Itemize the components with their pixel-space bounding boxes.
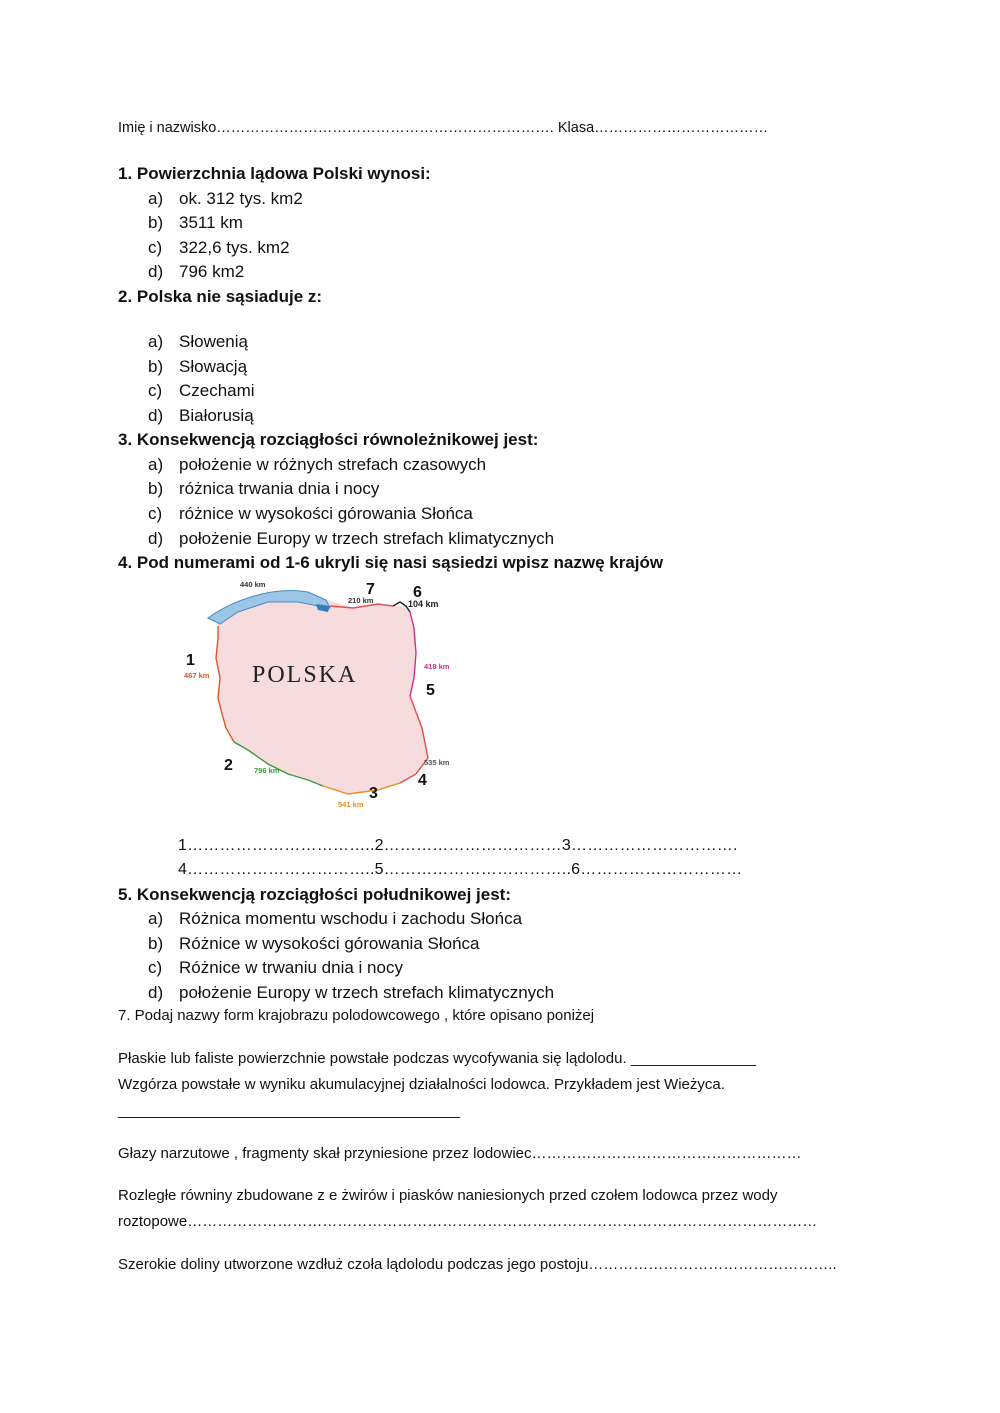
q5-option-b: b) Różnice w wysokości górowania Słońca <box>148 934 480 953</box>
q3-option-c: c) różnice w wysokości górowania Słońca <box>148 504 473 523</box>
q7-item-4: Rozległe równiny zbudowane z e żwirów i piasków naniesionych przed czołem lodowca przez wody <box>118 1187 778 1204</box>
question-5-title: 5. Konsekwencją rozciągłości południkowej jest: <box>118 885 511 904</box>
q7-item-4-cont: roztopowe……………………………………………………………………………………………………………… <box>118 1213 818 1230</box>
q3-option-b: b) różnica trwania dnia i nocy <box>148 479 380 498</box>
poland-land <box>216 595 428 794</box>
q1-option-a: a) ok. 312 tys. km2 <box>148 189 303 208</box>
name-class-line: Imię i nazwisko……………………………………………………………. Klasa……………………………… <box>118 120 769 136</box>
distance-slovakia: 541 km <box>338 800 364 809</box>
q5-option-a: a) Różnica momentu wschodu i zachodu Słońca <box>148 909 523 928</box>
q7-item-2: Wzgórza powstałe w wyniku akumulacyjnej działalności lodowca. Przykładem jest Wieżyca. <box>118 1076 725 1093</box>
poland-map <box>178 578 468 810</box>
answer-line-4-6[interactable]: 4……………………………..5……………………………..6………………………… <box>178 861 743 878</box>
q3-option-d: d) położenie Europy w trzech strefach klimatycznych <box>148 529 555 548</box>
distance-germany: 467 km <box>184 671 210 680</box>
map-number-7: 7 <box>366 581 375 598</box>
map-number-2: 2 <box>224 757 233 774</box>
question-1-title: 1. Powierzchnia lądowa Polski wynosi: <box>118 164 431 183</box>
q2-option-a: a) Słowenią <box>148 332 248 351</box>
q7-item-2-answer[interactable]: _________________________________________ <box>118 1102 461 1119</box>
question-2-title: 2. Polska nie sąsiaduje z: <box>118 287 323 306</box>
distance-czech: 796 km <box>254 766 280 775</box>
question-4-title: 4. Pod numerami od 1-6 ukryli się nasi sąsiedzi wpisz nazwę krajów <box>118 553 664 572</box>
distance-russia: 210 km <box>348 596 374 605</box>
q2-option-c: c) Czechami <box>148 381 255 400</box>
question-7-title: 7. Podaj nazwy form krajobrazu polodowcowego , które opisano poniżej <box>118 1007 595 1024</box>
q7-item-5: Szerokie doliny utworzone wzdłuż czoła lądolodu podczas jego postoju………………………………………….. <box>118 1256 837 1273</box>
q2-option-b: b) Słowacją <box>148 357 248 376</box>
q7-item-1: Płaskie lub faliste powierzchnie powstałe podczas wycofywania się lądolodu. _______________ <box>118 1050 756 1067</box>
distance-coast: 440 km <box>240 580 266 589</box>
q7-item-3: Głazy narzutowe , fragmenty skał przyniesione przez lodowiec……………………………………………… <box>118 1145 802 1162</box>
map-number-5: 5 <box>426 682 435 699</box>
q2-option-d: d) Białorusią <box>148 406 254 425</box>
q1-option-d: d) 796 km2 <box>148 262 245 281</box>
answer-line-1-3[interactable]: 1……………………………..2……………………………3…………………………. <box>178 837 738 854</box>
distance-ukraine: 535 km <box>424 758 450 767</box>
question-3-title: 3. Konsekwencją rozciągłości równoleżnikowej jest: <box>118 430 539 449</box>
map-number-6: 6 <box>413 584 422 601</box>
distance-lithuania: 104 km <box>408 599 439 609</box>
map-number-4: 4 <box>418 772 427 789</box>
q5-option-c: c) Różnice w trwaniu dnia i nocy <box>148 958 403 977</box>
map-number-1: 1 <box>186 652 195 669</box>
q1-option-b: b) 3511 km <box>148 213 243 232</box>
q3-option-a: a) położenie w różnych strefach czasowych <box>148 455 487 474</box>
q1-option-c: c) 322,6 tys. km2 <box>148 238 290 257</box>
distance-belarus: 418 km <box>424 662 450 671</box>
q5-option-d: d) położenie Europy w trzech strefach klimatycznych <box>148 983 555 1002</box>
map-number-3: 3 <box>369 785 378 802</box>
country-label: POLSKA <box>252 662 358 688</box>
